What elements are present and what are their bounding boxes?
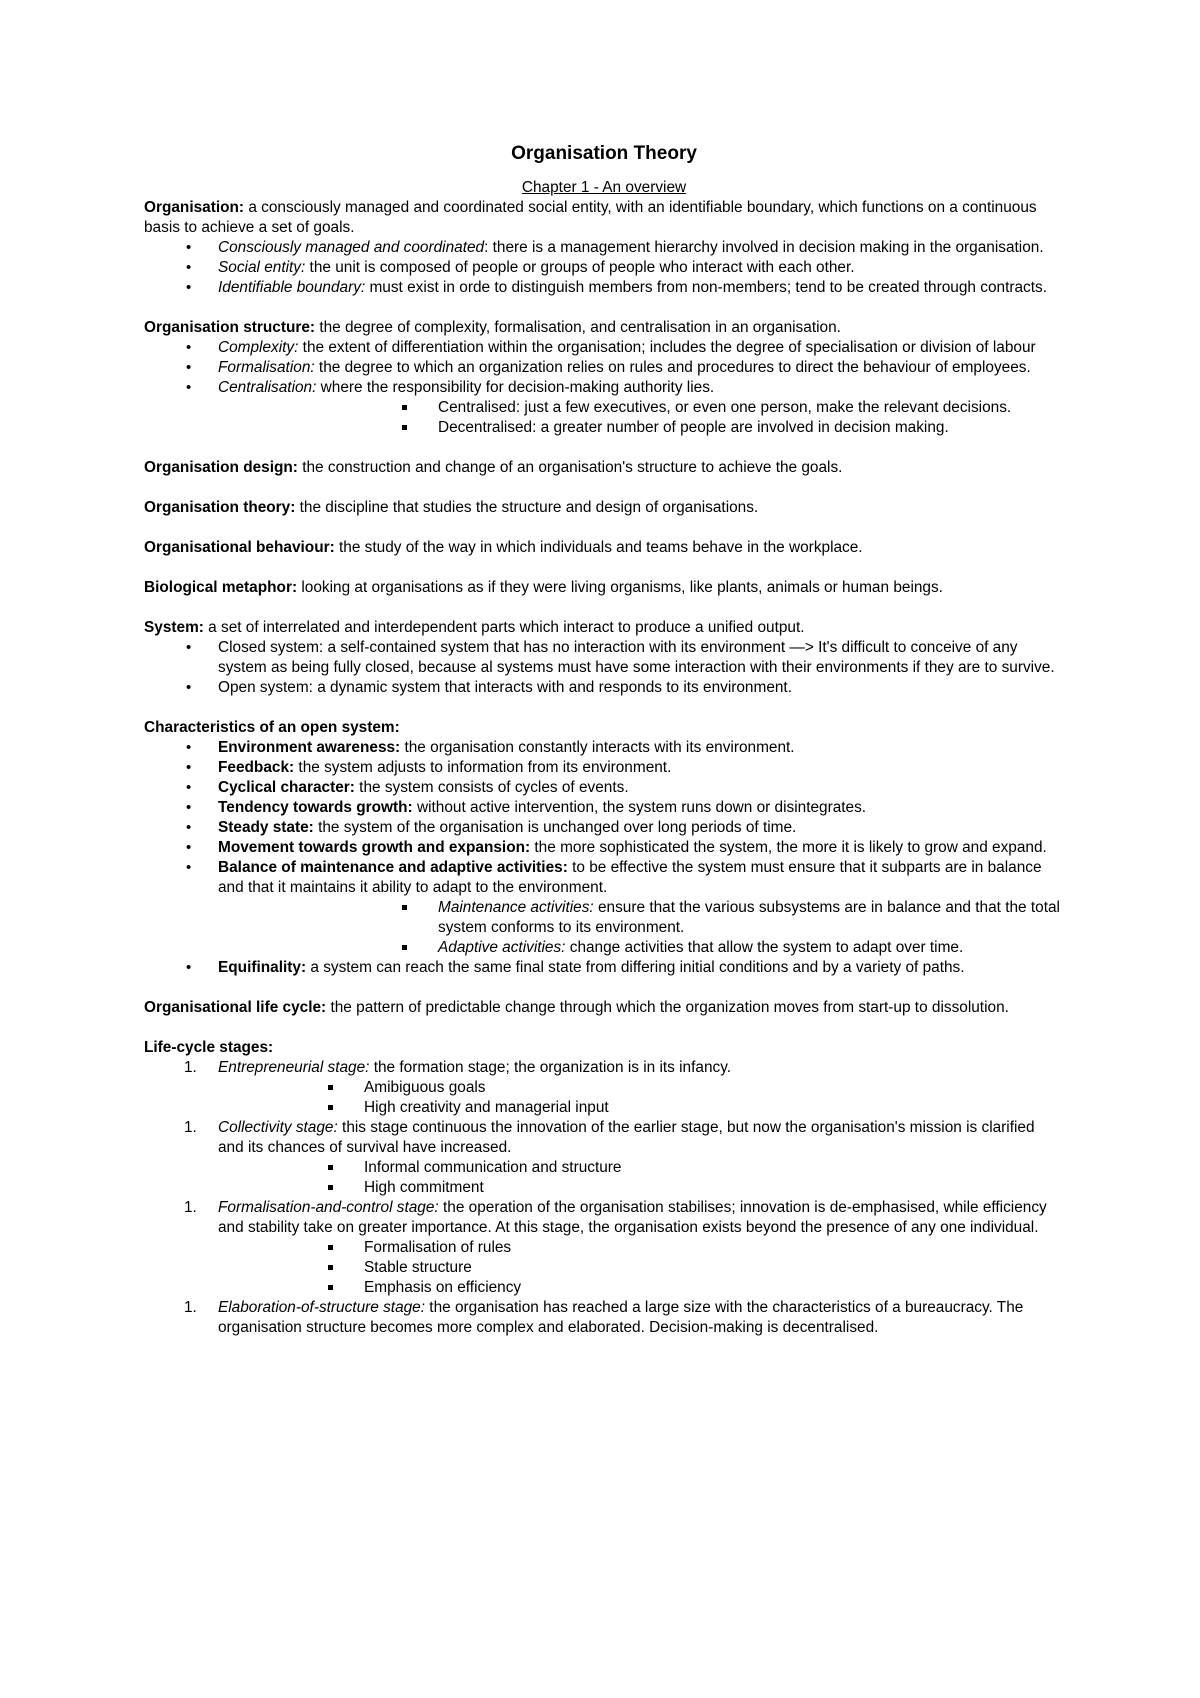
list-item	[144, 958, 1064, 978]
definition-biological-metaphor	[144, 578, 1064, 598]
spacer	[144, 518, 1064, 538]
list-item	[144, 338, 1064, 358]
stage-subbullets	[144, 1078, 1064, 1118]
sub-list-item	[144, 898, 1064, 938]
term: Formalisation-and-control stage:	[218, 1199, 439, 1216]
list-item	[144, 838, 1064, 858]
definition-text: the pattern of predictable change through which the organization moves from start-up to dissolution.	[326, 999, 1009, 1016]
spacer	[144, 558, 1064, 578]
term: Environment awareness:	[218, 739, 401, 756]
item-text: the system adjusts to information from its environment.	[294, 759, 672, 776]
definition-text: the discipline that studies the structure and design of organisations.	[295, 499, 759, 516]
term: Identifiable boundary:	[218, 279, 366, 296]
list-item	[144, 278, 1064, 298]
item-text: the operation of the organisation stabilises; innovation is de-emphasised, while efficiency and stability take on greater importance. At this stage, the organisation exists beyond the presence of any one individual.	[218, 1199, 1047, 1236]
list-item	[144, 738, 1064, 758]
sub-list-item	[144, 938, 1064, 958]
sub-list-item: High commitment	[144, 1178, 1064, 1198]
numbered-item	[144, 1198, 1064, 1238]
spacer	[144, 598, 1064, 618]
term: Organisation:	[144, 199, 245, 216]
definition-behaviour	[144, 538, 1064, 558]
term: Complexity:	[218, 339, 299, 356]
section-heading-open-system	[144, 718, 1064, 738]
term: Adaptive activities:	[438, 939, 566, 956]
term: Steady state:	[218, 819, 314, 836]
list-item	[144, 378, 1064, 398]
definition-design	[144, 458, 1064, 478]
item-text: the system of the organisation is unchanged over long periods of time.	[313, 819, 797, 836]
item-text: the degree to which an organization relies on rules and procedures to direct the behaviour of employees.	[314, 359, 1031, 376]
term: Organisation design:	[144, 459, 298, 476]
item-text: must exist in orde to distinguish members from non-members; tend to be created through contracts.	[365, 279, 1047, 296]
list-item	[144, 358, 1064, 378]
sub-list-item: Emphasis on efficiency	[144, 1278, 1064, 1298]
list-item	[144, 818, 1064, 838]
section-heading-life-cycle-stages	[144, 1038, 1064, 1058]
heading-text: Characteristics of an open system:	[144, 719, 400, 736]
item-text: to be effective the system must ensure that it subparts are in balance and that it maintains it ability to adapt to the environment.	[218, 859, 1042, 896]
spacer	[144, 978, 1064, 998]
item-text: ensure that the various subsystems are in balance and that the total system conforms to its environment.	[438, 899, 1060, 936]
stage-list-2	[144, 1118, 1064, 1158]
system-bullets	[144, 638, 1064, 698]
term: Movement towards growth and expansion:	[218, 839, 531, 856]
spacer	[144, 698, 1064, 718]
term: Formalisation:	[218, 359, 315, 376]
item-text: : there is a management hierarchy involved in decision making in the organisation.	[484, 239, 1044, 256]
item-text: the extent of differentiation within the organisation; includes the degree of specialisation or division of labour	[298, 339, 1036, 356]
item-text: the organisation constantly interacts with its environment.	[400, 739, 795, 756]
open-system-bullets	[144, 738, 1064, 898]
numbered-item	[144, 1118, 1064, 1158]
term: Organisation structure:	[144, 319, 316, 336]
document-title: Organisation Theory	[511, 143, 697, 164]
term: Consciously managed and coordinated	[218, 239, 485, 256]
structure-bullets	[144, 338, 1064, 398]
item-text: where the responsibility for decision-making authority lies.	[316, 379, 715, 396]
term: System:	[144, 619, 204, 636]
term: Collectivity stage:	[218, 1119, 338, 1136]
list-item	[144, 258, 1064, 278]
list-item: • Open system: a dynamic system that interacts with and responds to its environment.	[144, 678, 1064, 698]
chapter-heading: Chapter 1 - An overview	[521, 179, 687, 196]
document-page	[144, 142, 1064, 1338]
term: Organisational behaviour:	[144, 539, 335, 556]
term: Organisation theory:	[144, 499, 296, 516]
open-system-bullets-last	[144, 958, 1064, 978]
stage-list-1	[144, 1058, 1064, 1078]
term: Biological metaphor:	[144, 579, 298, 596]
term: Elaboration-of-structure stage:	[218, 1299, 426, 1316]
sub-list-item: High creativity and managerial input	[144, 1098, 1064, 1118]
list-item	[144, 758, 1064, 778]
spacer	[144, 478, 1064, 498]
definition-theory	[144, 498, 1064, 518]
list-item	[144, 858, 1064, 898]
spacer	[144, 298, 1064, 318]
sub-list-item: Amibiguous goals	[144, 1078, 1064, 1098]
stage-subbullets	[144, 1238, 1064, 1298]
sub-list-item: Informal communication and structure	[144, 1158, 1064, 1178]
balance-subbullets	[144, 898, 1064, 958]
sub-list-item: Decentralised: a greater number of people are involved in decision making.	[144, 418, 1064, 438]
item-text: the system consists of cycles of events.	[354, 779, 629, 796]
term: Centralisation:	[218, 379, 317, 396]
term: Maintenance activities:	[438, 899, 594, 916]
item-text: a system can reach the same final state from differing initial conditions and by a variety of paths.	[306, 959, 965, 976]
term: Organisational life cycle:	[144, 999, 327, 1016]
definition-text: the study of the way in which individuals and teams behave in the workplace.	[334, 539, 863, 556]
list-item	[144, 798, 1064, 818]
numbered-item	[144, 1058, 1064, 1078]
centralisation-subbullets	[144, 398, 1064, 438]
sub-list-item: Stable structure	[144, 1258, 1064, 1278]
item-text: change activities that allow the system to adapt over time.	[565, 939, 964, 956]
spacer	[144, 1018, 1064, 1038]
item-text: the more sophisticated the system, the more it is likely to grow and expand.	[530, 839, 1047, 856]
term: Equifinality:	[218, 959, 307, 976]
item-text: the organisation has reached a large size with the characteristics of a bureaucracy. The organisation structure becomes more complex and elaborated. Decision-making is decentralised.	[218, 1299, 1024, 1336]
numbered-item	[144, 1298, 1064, 1338]
stage-list-4	[144, 1298, 1064, 1338]
sub-list-item: Formalisation of rules	[144, 1238, 1064, 1258]
definition-text: a consciously managed and coordinated social entity, with an identifiable boundary, which functions on a continuous basis to achieve a set of goals.	[144, 199, 1037, 236]
definition-organisation	[144, 198, 1064, 238]
list-item	[144, 238, 1064, 258]
stage-list-3	[144, 1198, 1064, 1238]
list-item	[144, 778, 1064, 798]
item-text: the unit is composed of people or groups of people who interact with each other.	[305, 259, 855, 276]
definition-life-cycle	[144, 998, 1064, 1018]
term: Tendency towards growth:	[218, 799, 413, 816]
stage-subbullets	[144, 1158, 1064, 1198]
item-text: without active intervention, the system runs down or disintegrates.	[412, 799, 867, 816]
definition-system	[144, 618, 1064, 638]
term: Feedback:	[218, 759, 295, 776]
list-item: • Closed system: a self-contained system that has no interaction with its environment —> It's difficult to conceive of any system as being fully closed, because al systems must have some interaction with their environments if they are to survive.	[144, 638, 1064, 678]
term: Cyclical character:	[218, 779, 355, 796]
sub-list-item: Centralised: just a few executives, or even one person, make the relevant decisions.	[144, 398, 1064, 418]
definition-structure	[144, 318, 1064, 338]
term: Social entity:	[218, 259, 306, 276]
spacer	[144, 438, 1064, 458]
item-text: this stage continuous the innovation of the earlier stage, but now the organisation's mission is clarified and its chances of survival have increased.	[218, 1119, 1035, 1156]
item-text: the formation stage; the organization is in its infancy.	[369, 1059, 732, 1076]
organisation-bullets	[144, 238, 1064, 298]
definition-text: a set of interrelated and interdependent parts which interact to produce a unified output.	[203, 619, 805, 636]
definition-text: the construction and change of an organisation's structure to achieve the goals.	[297, 459, 843, 476]
term: Balance of maintenance and adaptive activities:	[218, 859, 568, 876]
definition-text: the degree of complexity, formalisation, and centralisation in an organisation.	[315, 319, 841, 336]
heading-text: Life-cycle stages:	[144, 1039, 274, 1056]
definition-text: looking at organisations as if they were living organisms, like plants, animals or human beings.	[297, 579, 943, 596]
term: Entrepreneurial stage:	[218, 1059, 370, 1076]
